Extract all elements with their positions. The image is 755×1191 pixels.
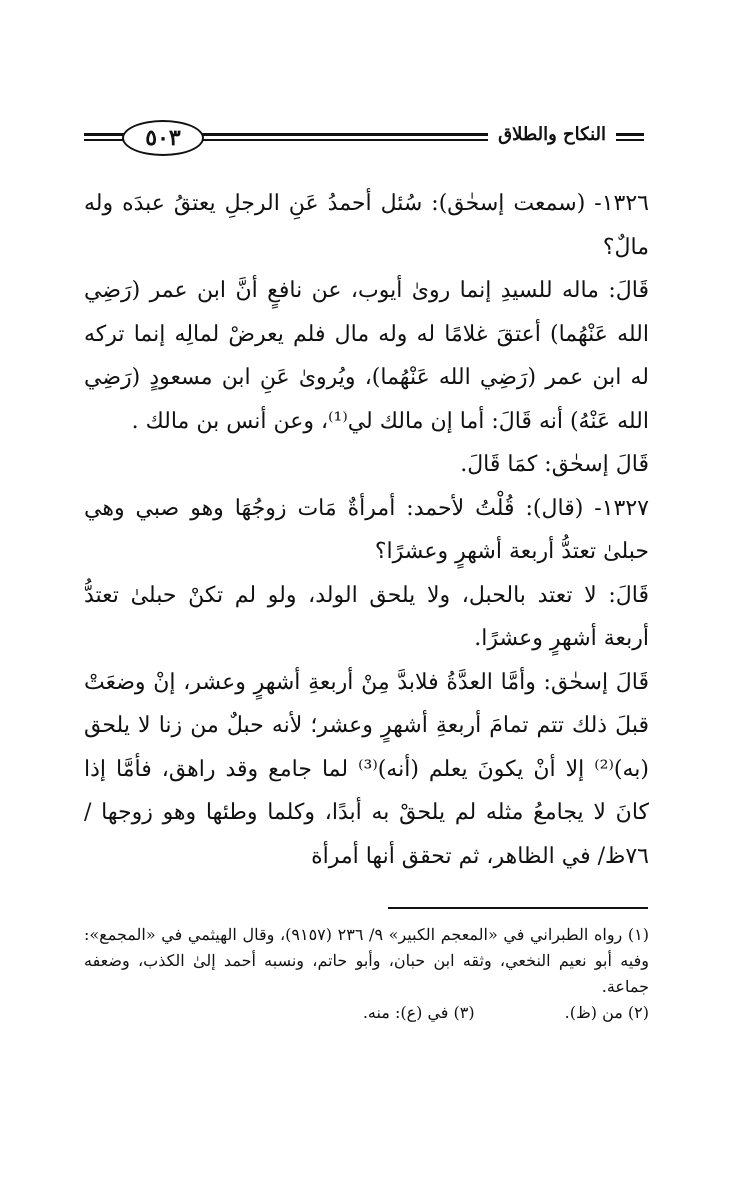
- paragraph-1327-ishaq: قَالَ إسحٰق: وأمَّا العدَّةُ فلابدَّ مِنْ أربعةِ أشهرٍ وعشر، إنْ وضعَتْ قبلَ ذلك تتم تمامَ أربعةِ أشهرٍ وعشر؛ لأنه حبلٌ من زنا لا يلحق (به)⁽²⁾ إلا أنْ يكونَ يعلم (أنه)⁽³⁾ لما جامع وقد راهق، فأمَّا إذا كانَ لا يجامعُ مثله لم يلحقْ به أبدًا، وكلما وطئها وهو زوجها /٧٦ظ/ في الظاهر، ثم تحقق أنها أمرأة: [84, 669, 649, 869]
- paragraph-1326-answer: قَالَ: ماله للسيدِ إنما روىٰ أيوب، عن نافعٍ أنَّ ابن عمر (رَضِي الله عَنْهُما) أعتقَ غلامًا له وله مال فلم يعرضْ لمالِه إنما تركه له ابن عمر (رَضِي الله عَنْهُما)، ويُروىٰ عَنِ ابن مسعودٍ (رَضِي الله عَنْهُ) أنه قَالَ: أما إن مالك لي⁽¹⁾، وعن أنس بن مالك .: [84, 278, 650, 434]
- footnote-1: (١) رواه الطبراني في «المعجم الكبير» ٩/ ٢٣٦ (٩١٥٧)، وقال الهيثمي في «المجمع»: وفيه أبو نعيم النخعي، وثقه ابن حبان، وأبو حاتم، ونسبه أحمد إلىٰ الكذب، وضعفه جماعة.: [84, 925, 649, 996]
- footnote-separator: [388, 907, 648, 909]
- page-number: ٥٠٣: [122, 120, 204, 156]
- paragraph-1326-question: ١٣٢٦- (سمعت إسحٰق): سُئل أحمدُ عَنِ الرجلِ يعتقُ عبدَه وله مالٌ؟: [84, 191, 649, 260]
- paragraph-1327-question: ١٣٢٧- (قال): قُلْتُ لأحمد: أمرأةٌ مَات زوجُهَا وهو صبي وهي حبلىٰ تعتدُّ أربعة أشهرٍ وعشرًا؟: [84, 495, 649, 564]
- page-header: [84, 116, 644, 156]
- footnotes: [84, 922, 649, 1026]
- main-text: [84, 182, 649, 878]
- paragraph-1327-answer: قَالَ: لا تعتد بالحبل، ولا يلحق الولد، ولو لم تكنْ حبلىٰ تعتدُّ أربعة أشهرٍ وعشرًا.: [84, 582, 649, 651]
- chapter-title: النكاح والطلاق: [488, 120, 616, 150]
- footnote-row: [84, 1000, 649, 1026]
- footnote-3: (٣) في (ع): منه.: [362, 1003, 475, 1022]
- paragraph-1326-ishaq: قَالَ إسحٰق: كمَا قَالَ.: [460, 452, 649, 477]
- footnote-2: (٢) من (ظ).: [564, 1003, 649, 1022]
